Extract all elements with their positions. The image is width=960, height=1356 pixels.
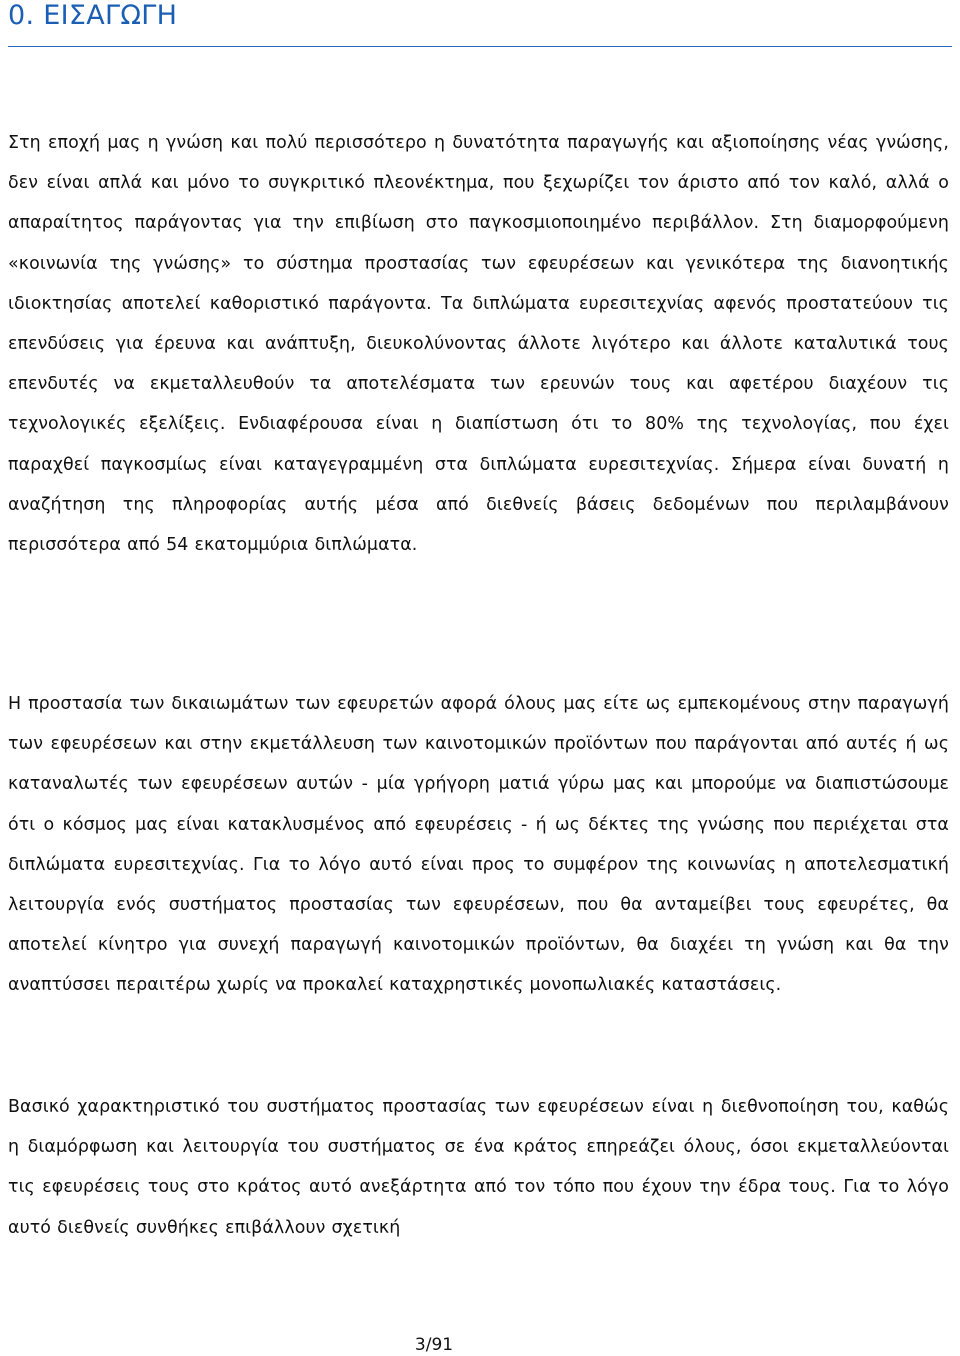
heading-divider [8, 46, 952, 47]
paragraph-rights-protection: Η προστασία των δικαιωμάτων των εφευρετών αφορά όλους μας είτε ως εμπεκομένους στην παραγωγή των εφευρέσεων και στην εκμετάλλευση των καινοτομικών προϊόντων που παράγονται από αυτές ή ως καταναλωτές των εφευρέσεων αυτών - μία γρήγορη ματιά γύρω μας και μπορούμε να διαπιστώσουμε ότι ο κόσμος μας είναι κατακλυσμένος από εφευρέσεις - ή ως δέκτες της γνώσης που περιέχεται στα διπλώματα ευρεσιτεχνίας. Για το λόγο αυτό είναι προς το συμφέρον της κοινωνίας η αποτελεσματική λειτουργία ενός συστήματος προστασίας των εφευρέσεων, που θα ανταμείβει τους εφευρέτες, θα αποτελεί κίνητρο για συνεχή παραγωγή καινοτομικών προϊόντων, θα διαχέει τη γνώση και θα την αναπτύσσει περαιτέρω χωρίς να προκαλεί καταχρηστικές μονοπωλιακές καταστάσεις. [8, 694, 949, 996]
page-number: 3/91 [414, 1335, 454, 1355]
paragraph-introduction: Στη εποχή μας η γνώση και πολύ περισσότερο η δυνατότητα παραγωγής και αξιοποίησης νέας γνώσης, δεν είναι απλά και μόνο το συγκριτικό πλεονέκτημα, που ξεχωρίζει τον άριστο από τον καλό, αλλά ο απαραίτητος παράγοντας για την επιβίωση στο παγκοσμιοποιημένο περιβάλλον. Στη διαμορφούμενη «κοινωνία της γνώσης» το σύστημα προστασίας των εφευρέσεων και γενικότερα της διανοητικής ιδιοκτησίας αποτελεί καθοριστικό παράγοντα. Τα διπλώματα ευρεσιτεχνίας αφενός προστατεύουν τις επενδύσεις για έρευνα και ανάπτυξη, διευκολύνοντας άλλοτε λιγότερο και άλλοτε καταλυτικά τους επενδυτές να εκμεταλλευθούν τα αποτελέσματα των ερευνών τους και αφετέρου διαχέουν τις τεχνολογικές εξελίξεις. Ενδιαφέρουσα είναι η διαπίστωση ότι το 80% της τεχνολογίας, που έχει παραχθεί παγκοσμίως είναι καταγεγραμμένη στα διπλώματα ευρεσιτεχνίας. Σήμερα είναι δυνατή η αναζήτηση της πληροφορίας αυτής μέσα από διεθνείς βάσεις δεδομένων που περιλαμβάνουν περισσότερα από 54 εκατομμύρια διπλώματα. [8, 133, 949, 556]
paragraph-internationalization: Βασικό χαρακτηριστικό του συστήματος προστασίας των εφευρέσεων είναι η διεθνοποίηση του, καθώς η διαμόρφωση και λειτουργία του συστήματος σε ένα κράτος επηρεάζει όλους, όσοι εκμεταλλεύονται τις εφευρέσεις τους στο κράτος αυτό ανεξάρτητα από τον τόπο που έχουν την έδρα τους. Για το λόγο αυτό διεθνείς συνθήκες επιβάλλουν σχετική [8, 1097, 949, 1238]
section-heading: 0. ΕΙΣΑΓΩΓΗ [8, 0, 178, 31]
